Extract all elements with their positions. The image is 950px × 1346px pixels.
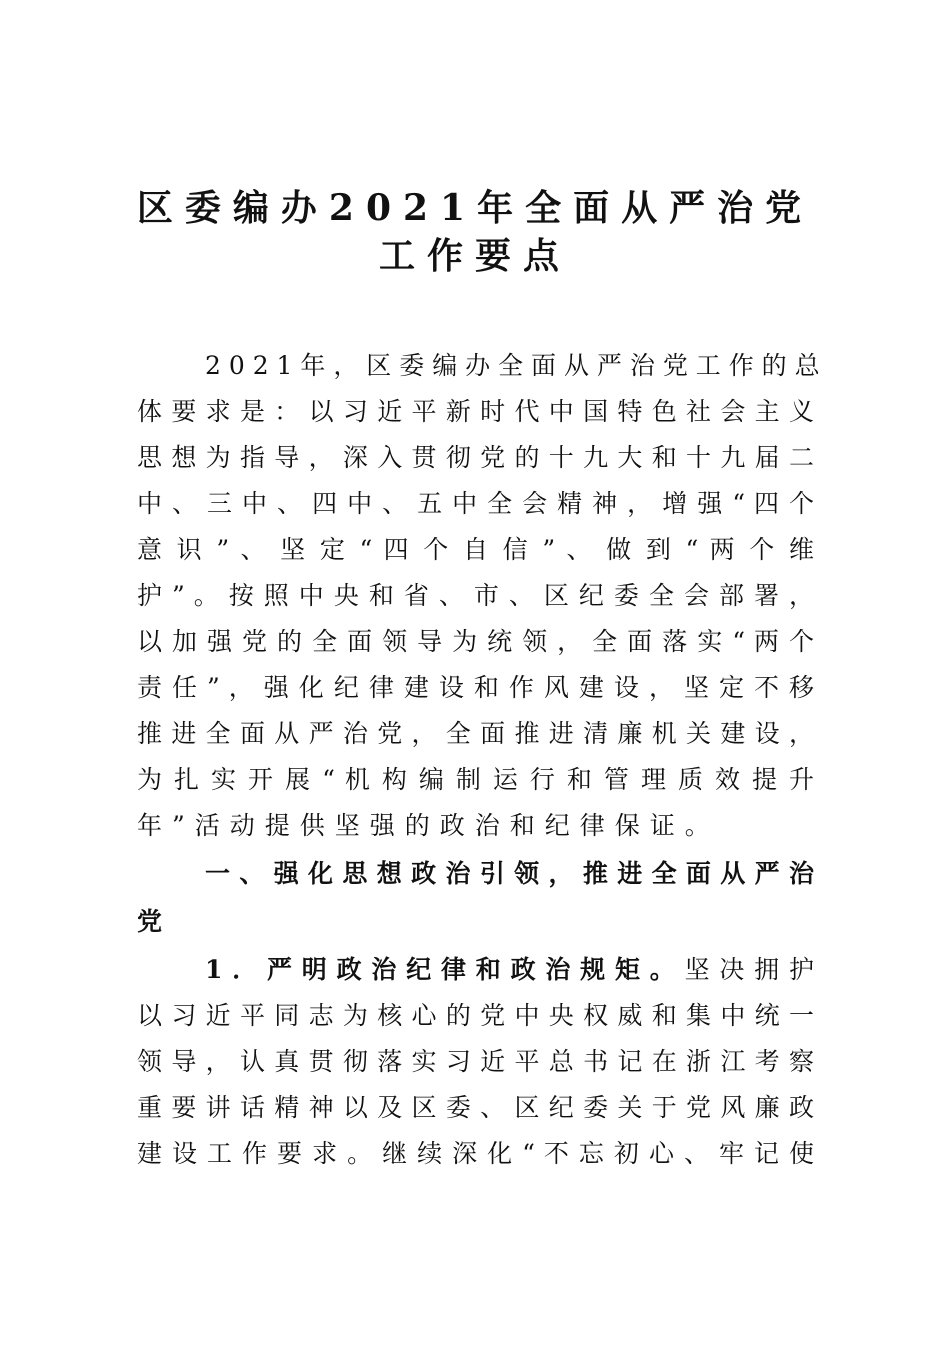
item-1-line: 领 导 ， 认 真 贯 彻 落 实 习 近 平 总 书 记 在 浙 江 考 察 — [137, 1047, 814, 1076]
intro-line: 思 想 为 指 导 ， 深 入 贯 彻 党 的 十 九 大 和 十 九 届 二 — [137, 443, 814, 472]
item-1-first-rest: 坚​决​拥​护 — [684, 955, 814, 984]
intro-line: 为 扎 实 开 展 “ 机 构 编 制 运 行 和 管 理 质 效 提 升 — [137, 765, 814, 794]
intro-line: 以 加 强 党 的 全 面 领 导 为 统 领 ， 全 面 落 实 “ 两 个 — [137, 627, 814, 656]
intro-line: 护 ” 。 按 照 中 央 和 省 、 市 、 区 纪 委 全 会 部 署 ， — [137, 581, 814, 610]
intro-line: 2 0 2 1 年 ， 区 委 编 办 全 面 从 严 治 党 工 作 的 总 — [205, 351, 820, 380]
intro-line: 责 任 ” ， 强 化 纪 律 建 设 和 作 风 建 设 ， 坚 定 不 移 — [137, 673, 814, 702]
item-1-line: 建 设 工 作 要 求 。 继 续 深 化 “ 不 忘 初 心 、 牢 记 使 — [137, 1139, 814, 1168]
item-1-first-line — [205, 953, 814, 987]
intro-line: 体 要 求 是 ： 以 习 近 平 新 时 代 中 国 特 色 社 会 主 义 — [137, 397, 814, 426]
item-1-line: 以 习 近 平 同 志 为 核 心 的 党 中 央 权 威 和 集 中 统 一 — [137, 1001, 814, 1030]
document-title-line-2: 工作要点 — [378, 235, 571, 277]
item-1-bold-lead: 1​．​严​明​政​治​纪​律​和​政​治​规​矩​。 — [205, 955, 685, 984]
intro-line: 意 识 ” 、 坚 定 “ 四 个 自 信 ” 、 做 到 “ 两 个 维 — [137, 535, 814, 564]
section-heading-line-1: 一 、 强 化 思 想 政 治 引 领 ， 推 进 全 面 从 严 治 — [205, 859, 814, 888]
document-title-line-1: 区委编办2021年全面从严治党 — [136, 187, 814, 229]
item-1-line: 重 要 讲 话 精 神 以 及 区 委 、 区 纪 委 关 于 党 风 廉 政 — [137, 1093, 814, 1122]
section-heading-line-2: 党 — [137, 907, 173, 936]
intro-line: 年”活动提供坚强的政治和纪律保证。 — [137, 811, 720, 840]
intro-line: 推 进 全 面 从 严 治 党 ， 全 面 推 进 清 廉 机 关 建 设 ， — [137, 719, 814, 748]
intro-line: 中 、 三 中 、 四 中 、 五 中 全 会 精 神 ， 增 强 “ 四 个 — [137, 489, 814, 518]
